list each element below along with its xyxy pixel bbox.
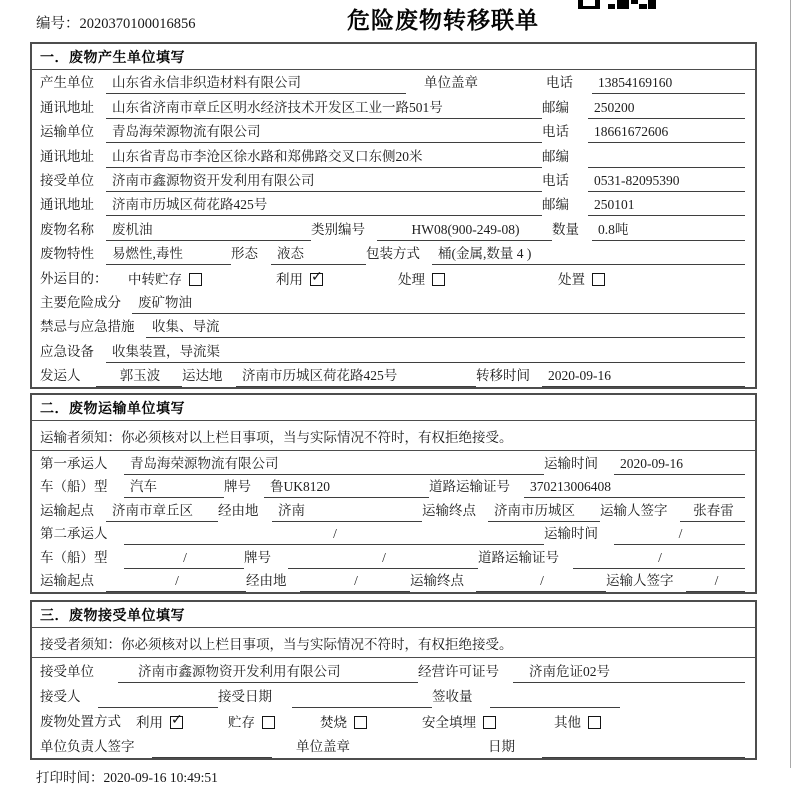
field-label: 接受单位 — [40, 664, 94, 680]
checkbox-label: 安全填埋 — [422, 715, 476, 731]
field-label: 发运人 — [40, 368, 81, 384]
qr-block — [631, 0, 638, 4]
field-label: 运输人签字 — [606, 573, 674, 589]
field-value: 济南危证02号 — [513, 660, 745, 683]
field-value: 济南市章丘区 — [106, 499, 218, 522]
field-label: 牌号 — [244, 549, 271, 565]
form-row — [32, 94, 755, 118]
form-row — [32, 451, 755, 475]
field-label: 外运目的： — [40, 270, 108, 286]
field-label: 禁忌与应急措施 — [40, 319, 135, 335]
qr-block — [578, 0, 600, 9]
manifest-form — [0, 42, 796, 760]
checkbox-field — [228, 711, 320, 733]
field-label: 第二承运人 — [40, 526, 108, 542]
checkbox-checked-icon — [170, 716, 183, 729]
field-label: 运达地 — [182, 368, 223, 384]
checkbox-label: 其他 — [554, 715, 581, 731]
field-value: 汽车 — [124, 475, 224, 498]
form-row — [32, 143, 755, 167]
field-label: 单位盖章 — [296, 739, 350, 755]
field-value: / — [300, 573, 410, 592]
form-row — [32, 216, 755, 240]
field-label: 形态 — [231, 246, 258, 262]
form-row — [32, 119, 755, 143]
field-label: 经由地 — [218, 502, 259, 518]
field-label: 包装方式 — [366, 246, 420, 262]
checkbox-field — [398, 268, 558, 290]
field-label: 接受单位 — [40, 172, 94, 188]
serial-number-line — [36, 12, 196, 33]
field-label: 经由地 — [246, 573, 287, 589]
form-row — [32, 338, 755, 362]
qr-block — [639, 4, 647, 9]
form-row — [32, 498, 755, 522]
field-value: 鲁UK8120 — [264, 475, 429, 498]
field-value: 济南 — [272, 499, 422, 522]
field-value: / — [124, 526, 544, 545]
form-row — [32, 265, 755, 289]
form-row — [32, 708, 755, 733]
print-time-label: 打印时间： — [36, 770, 104, 786]
field-value: / — [288, 550, 478, 569]
page-title: 危险废物转移联单 — [347, 7, 539, 33]
field-label: 废物特性 — [40, 246, 94, 262]
checkbox-label: 中转贮存 — [128, 271, 182, 287]
field-value: 液态 — [271, 242, 366, 265]
section-title: 一．废物产生单位填写 — [32, 44, 755, 70]
checkbox-icon — [354, 716, 367, 729]
form-row — [32, 290, 755, 314]
field-value: HW08(900-249-08) — [377, 222, 552, 241]
field-value: 0531-82095390 — [588, 173, 745, 192]
form-row — [32, 192, 755, 216]
form-row — [32, 658, 755, 683]
checkbox-icon — [483, 716, 496, 729]
document-header — [0, 0, 796, 42]
field-label: 邮编 — [542, 99, 569, 115]
field-value: 250101 — [588, 197, 745, 216]
field-value: 济南市历城区荷花路425号 — [236, 364, 476, 387]
field-value: / — [686, 573, 745, 592]
field-label: 电话 — [546, 75, 573, 91]
section-title: 三．废物接受单位填写 — [32, 602, 755, 628]
field-label: 接受人 — [40, 689, 81, 705]
field-label: 日期 — [488, 739, 515, 755]
print-time-line — [36, 766, 796, 786]
field-label: 运输起点 — [40, 573, 94, 589]
checkbox-icon — [189, 273, 202, 286]
qr-block — [648, 0, 656, 9]
field-value: 13854169160 — [592, 75, 745, 94]
field-label: 电话 — [542, 172, 569, 188]
qr-code-icon — [578, 0, 656, 9]
checkbox-label: 焚烧 — [320, 715, 347, 731]
checkbox-label: 利用 — [136, 715, 163, 731]
form-row — [32, 733, 755, 758]
field-value — [490, 705, 620, 708]
field-value: 370213006408 — [524, 479, 745, 498]
field-label: 主要危险成分 — [40, 294, 121, 310]
field-value: 郭玉波 — [96, 364, 182, 387]
form-row — [32, 569, 755, 593]
field-label: 车（船）型 — [40, 479, 108, 495]
checkbox-icon — [588, 716, 601, 729]
field-label: 单位盖章 — [424, 75, 478, 91]
field-value: 桶(金属,数量 4 ) — [432, 242, 745, 265]
field-value: 济南市鑫源物资开发利用有限公司 — [118, 660, 418, 683]
field-label: 废物名称 — [40, 221, 94, 237]
field-label: 牌号 — [224, 479, 251, 495]
form-row — [32, 545, 755, 569]
page-edge-line — [790, 0, 791, 768]
field-label: 运输起点 — [40, 502, 94, 518]
field-value: / — [614, 526, 745, 545]
field-value: 18661672606 — [588, 124, 745, 143]
field-value: 济南市鑫源物资开发利用有限公司 — [106, 169, 542, 192]
checkbox-field — [128, 268, 276, 290]
field-value: 2020-09-16 — [542, 368, 745, 387]
field-value: / — [476, 573, 606, 592]
form-row — [32, 683, 755, 708]
section-note: 运输者须知：你必须核对以上栏目事项，当与实际情况不符时，有权拒绝接受。 — [32, 421, 755, 451]
field-label: 接受日期 — [218, 689, 272, 705]
field-label: 签收量 — [432, 689, 473, 705]
field-value: 山东省济南市章丘区明水经济技术开发区工业一路501号 — [106, 96, 542, 119]
field-value: 0.8吨 — [592, 218, 745, 241]
form-row — [32, 314, 755, 338]
field-label: 邮编 — [542, 148, 569, 164]
field-label: 转移时间 — [476, 368, 530, 384]
form-row — [32, 70, 755, 94]
field-value: 2020-09-16 — [614, 456, 745, 475]
qr-block — [608, 4, 615, 9]
field-value — [588, 165, 745, 168]
field-value: 山东省永信非织造材料有限公司 — [106, 71, 406, 94]
field-label: 道路运输证号 — [478, 549, 559, 565]
form-row — [32, 168, 755, 192]
checkbox-icon — [262, 716, 275, 729]
checkbox-field — [558, 268, 747, 290]
field-label: 运输时间 — [544, 455, 598, 471]
form-row — [32, 241, 755, 265]
field-label: 数量 — [552, 221, 579, 237]
field-label: 车（船）型 — [40, 549, 108, 565]
field-value — [542, 755, 745, 758]
field-value: 济南市历城区荷花路425号 — [106, 193, 542, 216]
field-value: 济南市历城区 — [488, 499, 600, 522]
field-value: / — [124, 550, 244, 569]
field-value: / — [573, 550, 745, 569]
field-value: 张春雷 — [680, 499, 745, 522]
field-value — [98, 705, 218, 708]
section-note: 接受者须知：你必须核对以上栏目事项，当与实际情况不符时，有权拒绝接受。 — [32, 628, 755, 658]
form-row — [32, 475, 755, 499]
field-label: 道路运输证号 — [429, 479, 510, 495]
field-label: 邮编 — [542, 197, 569, 213]
checkbox-checked-icon — [310, 273, 323, 286]
field-label: 运输终点 — [422, 502, 476, 518]
field-label: 运输单位 — [40, 124, 94, 140]
serial-number: 2020370100016856 — [79, 16, 196, 32]
field-value — [292, 705, 432, 708]
field-value: 废机油 — [106, 218, 311, 241]
field-value: 易燃性,毒性 — [106, 242, 231, 265]
section-title: 二．废物运输单位填写 — [32, 395, 755, 421]
field-label: 运输终点 — [410, 573, 464, 589]
field-label: 运输人签字 — [600, 502, 668, 518]
checkbox-field — [554, 711, 747, 733]
checkbox-icon — [592, 273, 605, 286]
checkbox-label: 利用 — [276, 271, 303, 287]
field-label: 类别编号 — [311, 221, 365, 237]
field-value: 青岛海荣源物流有限公司 — [106, 120, 542, 143]
checkbox-label: 处置 — [558, 271, 585, 287]
field-value: 250200 — [588, 100, 745, 119]
section-transporter — [30, 393, 757, 594]
field-value: 收集、导流 — [146, 315, 745, 338]
field-value: 收集装置，导流渠 — [106, 340, 745, 363]
print-time-value: 2020-09-16 10:49:51 — [103, 770, 218, 786]
field-label: 通讯地址 — [40, 197, 94, 213]
field-label: 应急设备 — [40, 343, 94, 359]
field-value: 山东省青岛市李沧区徐水路和郑佛路交叉口东侧20米 — [106, 145, 542, 168]
checkbox-field — [320, 711, 422, 733]
form-row — [32, 522, 755, 546]
field-label: 单位负责人签字 — [40, 739, 135, 755]
checkbox-label: 处理 — [398, 271, 425, 287]
checkbox-field — [276, 268, 398, 290]
checkbox-label: 贮存 — [228, 715, 255, 731]
field-label: 经营许可证号 — [418, 664, 499, 680]
field-value: / — [106, 573, 246, 592]
field-label: 通讯地址 — [40, 99, 94, 115]
serial-label: 编号： — [36, 16, 80, 32]
qr-block — [617, 0, 629, 9]
field-value: 青岛海荣源物流有限公司 — [124, 452, 544, 475]
field-label: 通讯地址 — [40, 148, 94, 164]
section-receiver — [30, 600, 757, 760]
field-value: 废矿物油 — [132, 291, 745, 314]
field-label: 运输时间 — [544, 526, 598, 542]
field-label: 废物处置方式 — [40, 714, 121, 730]
form-row — [32, 363, 755, 387]
field-label: 产生单位 — [40, 75, 94, 91]
field-value — [152, 755, 272, 758]
field-label: 电话 — [542, 124, 569, 140]
section-producer — [30, 42, 757, 389]
checkbox-icon — [432, 273, 445, 286]
field-label: 第一承运人 — [40, 455, 108, 471]
checkbox-field — [422, 711, 554, 733]
checkbox-field — [136, 711, 228, 733]
